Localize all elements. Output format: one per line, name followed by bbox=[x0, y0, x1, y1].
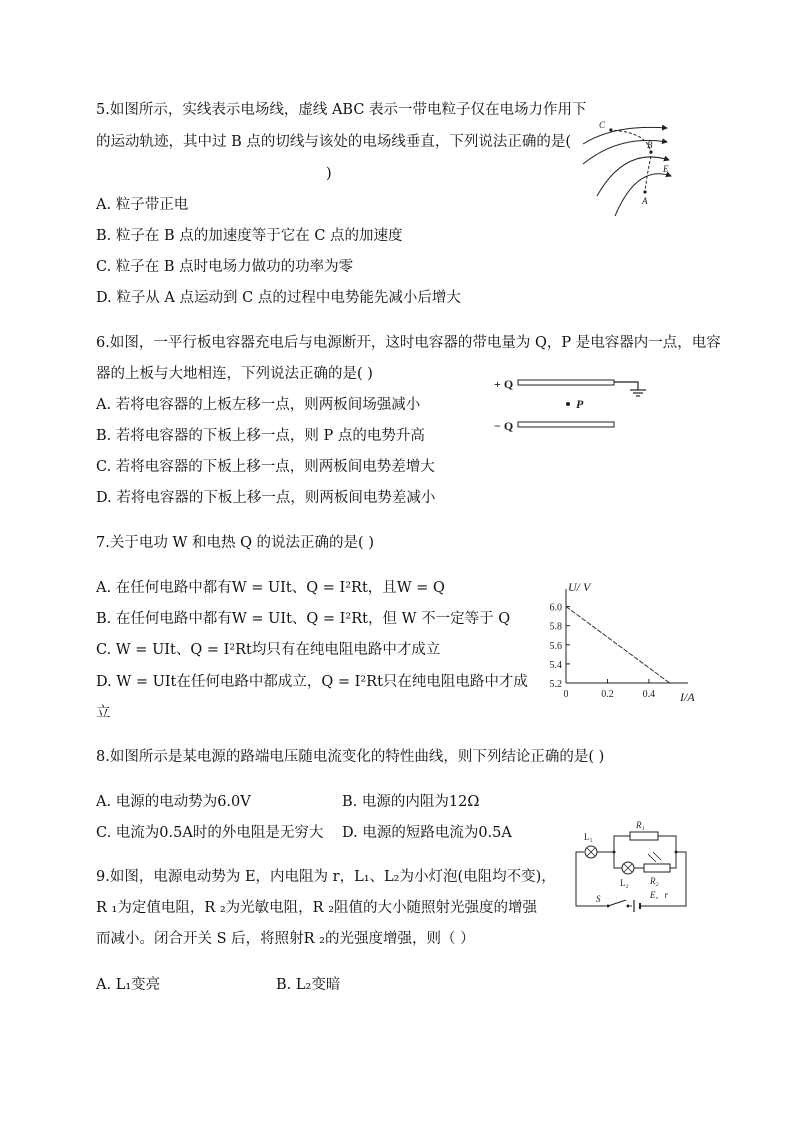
q9-circuit-figure bbox=[568, 818, 698, 914]
q5-label-e: E bbox=[663, 164, 669, 174]
chart-x-tick-label: 0.4 bbox=[642, 689, 656, 700]
q8-option-c: C. 电流为0.5A时的外电阻是无穷大 bbox=[96, 825, 324, 841]
q9-label-s: S bbox=[596, 894, 601, 904]
q9-stem-line2: R ₁为定值电阻，R ₂为光敏电阻，R ₂阻值的大小随照射光强度的增强 bbox=[96, 900, 538, 916]
q8-option-a: A. 电源的电动势为6.0V bbox=[96, 794, 251, 810]
q5-label-c: C bbox=[599, 120, 606, 130]
q5-field-lines-figure bbox=[575, 112, 705, 224]
chart-x-label: I/A bbox=[680, 690, 695, 704]
q9-stem-line3: 而减小。闭合开关 S 后，将照射R ₂的光强度增强，则（ ） bbox=[96, 931, 475, 947]
q6-stem-line2: 器的上板与大地相连，下列说法正确的是( ) bbox=[96, 366, 373, 382]
q6-option-c: C. 若将电容器的下板上移一点，则两板间电势差增大 bbox=[96, 459, 435, 475]
q6-option-b: B. 若将电容器的下板上移一点，则 P 点的电势升高 bbox=[96, 428, 425, 444]
q7-option-b: B. 在任何电路中都有W = UIt、Q = I²Rt，但 W 不一定等于 Q bbox=[96, 611, 511, 627]
q9-label-l2: L₂ bbox=[620, 878, 629, 888]
q6-stem-line1: 6.如图，一平行板电容器充电后与电源断开，这时电容器的带电量为 Q，P 是电容器内一点，电容 bbox=[96, 335, 721, 351]
q5-option-d: D. 粒子从 A 点运动到 C 点的过程中电势能先减小后增大 bbox=[96, 290, 461, 306]
q5-stem-line1: 5.如图所示，实线表示电场线，虚线 ABC 表示一带电粒子仅在电场力作用下 bbox=[96, 102, 587, 118]
q8-stem: 8.如图所示是某电源的路端电压随电流变化的特性曲线，则下列结论正确的是( ) bbox=[96, 749, 605, 765]
q7-option-c: C. W = UIt、Q = I²Rt均只有在纯电阻电路中才成立 bbox=[96, 642, 441, 658]
q8-ui-chart bbox=[528, 575, 708, 710]
q5-label-a: A bbox=[642, 196, 648, 206]
q7-option-a: A. 在任何电路中都有W = UIt、Q = I²Rt，且W = Q bbox=[96, 580, 445, 596]
q5-option-a: A. 粒子带正电 bbox=[96, 197, 189, 213]
chart-x-tick-label: 0.2 bbox=[601, 689, 614, 700]
q9-option-a: A. L₁变亮 bbox=[96, 977, 161, 993]
q9-label-r2: R₂ bbox=[650, 876, 659, 886]
q6-option-d: D. 若将电容器的下板上移一点，则两板间电势差减小 bbox=[96, 490, 436, 506]
q7-option-d: D. W = UIt在任何电路中都成立，Q = I²Rt只在纯电阻电路中才成 bbox=[96, 674, 528, 690]
q9-label-l1: L₁ bbox=[584, 832, 593, 842]
q9-stem-line1: 9.如图，电源电动势为 E，内电阻为 r，L₁、L₂为小灯泡(电阻均不变)， bbox=[96, 869, 556, 885]
chart-y-label: U/ V bbox=[568, 580, 591, 594]
chart-y-tick-label: 5.4 bbox=[549, 659, 562, 671]
chart-y-tick-label: 5.8 bbox=[549, 621, 562, 633]
q8-option-b: B. 电源的内阻为12Ω bbox=[342, 794, 480, 810]
q6-capacitor-figure bbox=[492, 372, 672, 438]
chart-x-tick-label: 0 bbox=[563, 689, 569, 700]
q5-option-b: B. 粒子在 B 点的加速度等于它在 C 点的加速度 bbox=[96, 228, 403, 244]
q6-label-top-charge: + Q bbox=[494, 377, 514, 391]
q6-label-p: P bbox=[576, 397, 584, 411]
q9-label-er: E，r bbox=[650, 890, 669, 900]
q9-label-r1: R₁ bbox=[636, 820, 645, 830]
q5-label-b: B bbox=[647, 140, 653, 150]
q6-label-bottom-charge: − Q bbox=[494, 419, 514, 433]
q5-option-c: C. 粒子在 B 点时电场力做功的功率为零 bbox=[96, 259, 354, 275]
q5-stem-line2: 的运动轨迹，其中过 B 点的切线与该处的电场线垂直，下列说法正确的是( bbox=[96, 134, 572, 150]
q7-option-d-cont: 立 bbox=[96, 705, 111, 721]
chart-y-tick-label: 6.0 bbox=[549, 602, 562, 614]
chart-series-line bbox=[566, 607, 670, 683]
chart-y-tick-label: 5.6 bbox=[549, 640, 562, 652]
q6-option-a: A. 若将电容器的上板左移一点，则两板间场强减小 bbox=[96, 397, 421, 413]
q5-stem-line3: ) bbox=[326, 166, 332, 182]
q7-stem: 7.关于电功 W 和电热 Q 的说法正确的是( ) bbox=[96, 535, 374, 551]
q8-option-d: D. 电源的短路电流为0.5A bbox=[342, 825, 512, 841]
q9-option-b: B. L₂变暗 bbox=[276, 977, 341, 993]
chart-y-tick-label: 5.2 bbox=[549, 679, 562, 690]
